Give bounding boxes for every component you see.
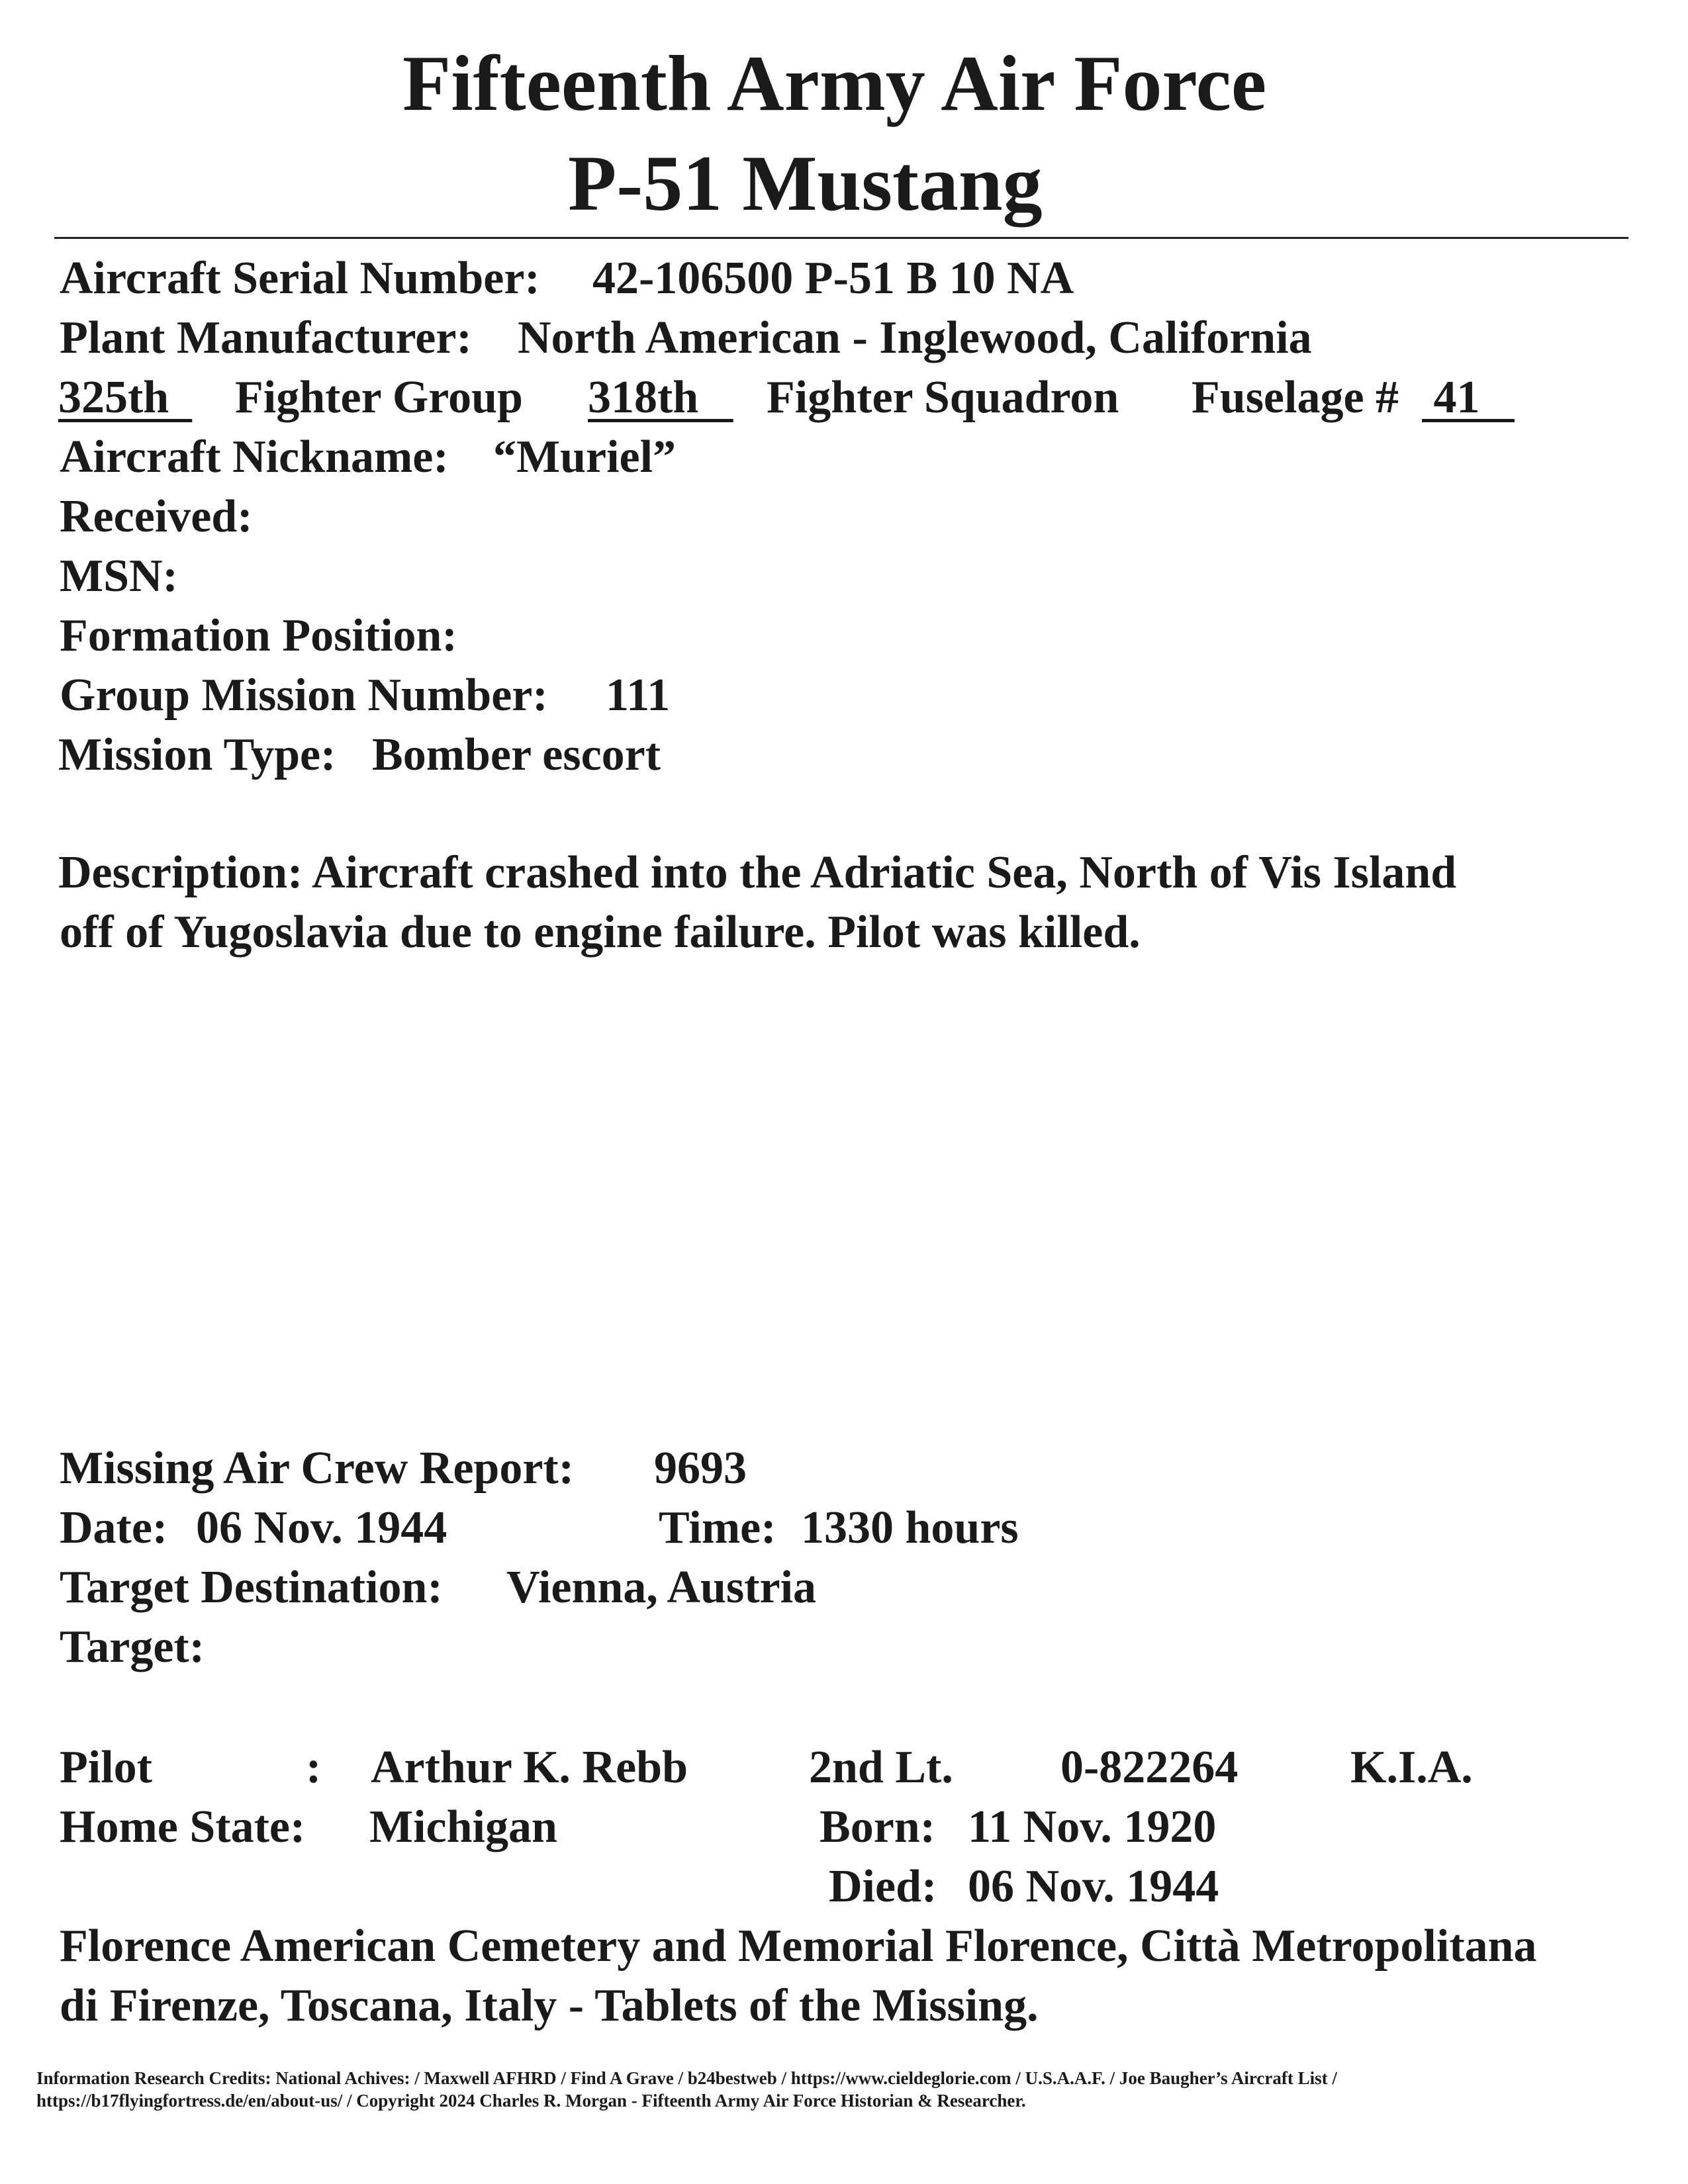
memorial-line1: Florence American Cemetery and Memorial Florence, Città Metropolitana: [60, 1921, 1537, 1972]
group-label: Fighter Group: [235, 372, 523, 423]
fuselage-label: Fuselage #: [1192, 372, 1399, 423]
description: [58, 843, 1456, 903]
pilot-name: Arthur K. Rebb: [371, 1742, 688, 1793]
pilot-label: Pilot: [60, 1742, 152, 1793]
serial-label: Aircraft Serial Number:: [60, 253, 540, 304]
nickname-label: Aircraft Nickname:: [60, 432, 449, 482]
time-label: Time:: [659, 1502, 776, 1553]
pilot-colon: :: [306, 1742, 322, 1793]
group-mission-label: Group Mission Number:: [60, 670, 548, 721]
description-label: Description:: [58, 847, 303, 898]
date-value: 06 Nov. 1944: [196, 1502, 447, 1553]
fuselage-value: 41: [1422, 372, 1515, 423]
group-mission-value: 111: [606, 670, 671, 721]
page-title: Fifteenth Army Air Force: [402, 39, 1267, 127]
description-line1: Aircraft crashed into the Adriatic Sea, North of Vis Island: [312, 847, 1457, 898]
macr-value: 9693: [654, 1443, 747, 1494]
footer-credits-line1: Information Research Credits: National Achives: / Maxwell AFHRD / Find A Grave / b24bestweb / https://www.cieldeglorie.com / U.S.A.A.F. / Joe Baugher’s Aircraft List /: [36, 2068, 1337, 2088]
born-value: 11 Nov. 1920: [968, 1801, 1217, 1852]
time-value: 1330 hours: [801, 1502, 1019, 1553]
header-divider: [54, 237, 1628, 239]
home-state-label: Home State:: [60, 1801, 306, 1852]
destination-value: Vienna, Austria: [506, 1562, 817, 1613]
destination-label: Target Destination:: [60, 1562, 443, 1613]
manufacturer-label: Plant Manufacturer:: [60, 312, 472, 363]
manufacturer-value: North American - Inglewood, California: [518, 312, 1312, 363]
page-subtitle: P-51 Mustang: [568, 139, 1043, 227]
received-label: Received:: [60, 491, 253, 542]
target-label: Target:: [60, 1621, 205, 1672]
squadron-label: Fighter Squadron: [767, 372, 1119, 423]
pilot-service-number: 0-822264: [1060, 1742, 1239, 1793]
nickname-value: “Muriel”: [493, 432, 677, 482]
home-state-value: Michigan: [369, 1801, 557, 1852]
pilot-rank: 2nd Lt.: [809, 1742, 953, 1793]
died-value: 06 Nov. 1944: [968, 1861, 1219, 1912]
memorial-line2: di Firenze, Toscana, Italy - Tablets of the Missing.: [60, 1980, 1039, 2031]
serial-value: 42-106500 P-51 B 10 NA: [592, 253, 1074, 304]
msn-label: MSN:: [60, 551, 178, 602]
mission-type-label: Mission Type:: [58, 729, 336, 780]
mission-type-value: Bomber escort: [372, 729, 661, 780]
formation-position-label: Formation Position:: [60, 610, 457, 661]
squadron-value: 318th: [588, 372, 733, 423]
date-label: Date:: [60, 1502, 168, 1553]
born-label: Born:: [820, 1801, 935, 1852]
macr-label: Missing Air Crew Report:: [60, 1443, 575, 1494]
pilot-status: K.I.A.: [1350, 1742, 1473, 1793]
group-value: 325th: [58, 372, 193, 423]
footer-credits-line2: https://b17flyingfortress.de/en/about-us/ / Copyright 2024 Charles R. Morgan - Fifteenth Army Air Force Historian & Researcher.: [36, 2091, 1026, 2111]
died-label: Died:: [829, 1861, 937, 1912]
description-line2: off of Yugoslavia due to engine failure. Pilot was killed.: [60, 907, 1141, 958]
